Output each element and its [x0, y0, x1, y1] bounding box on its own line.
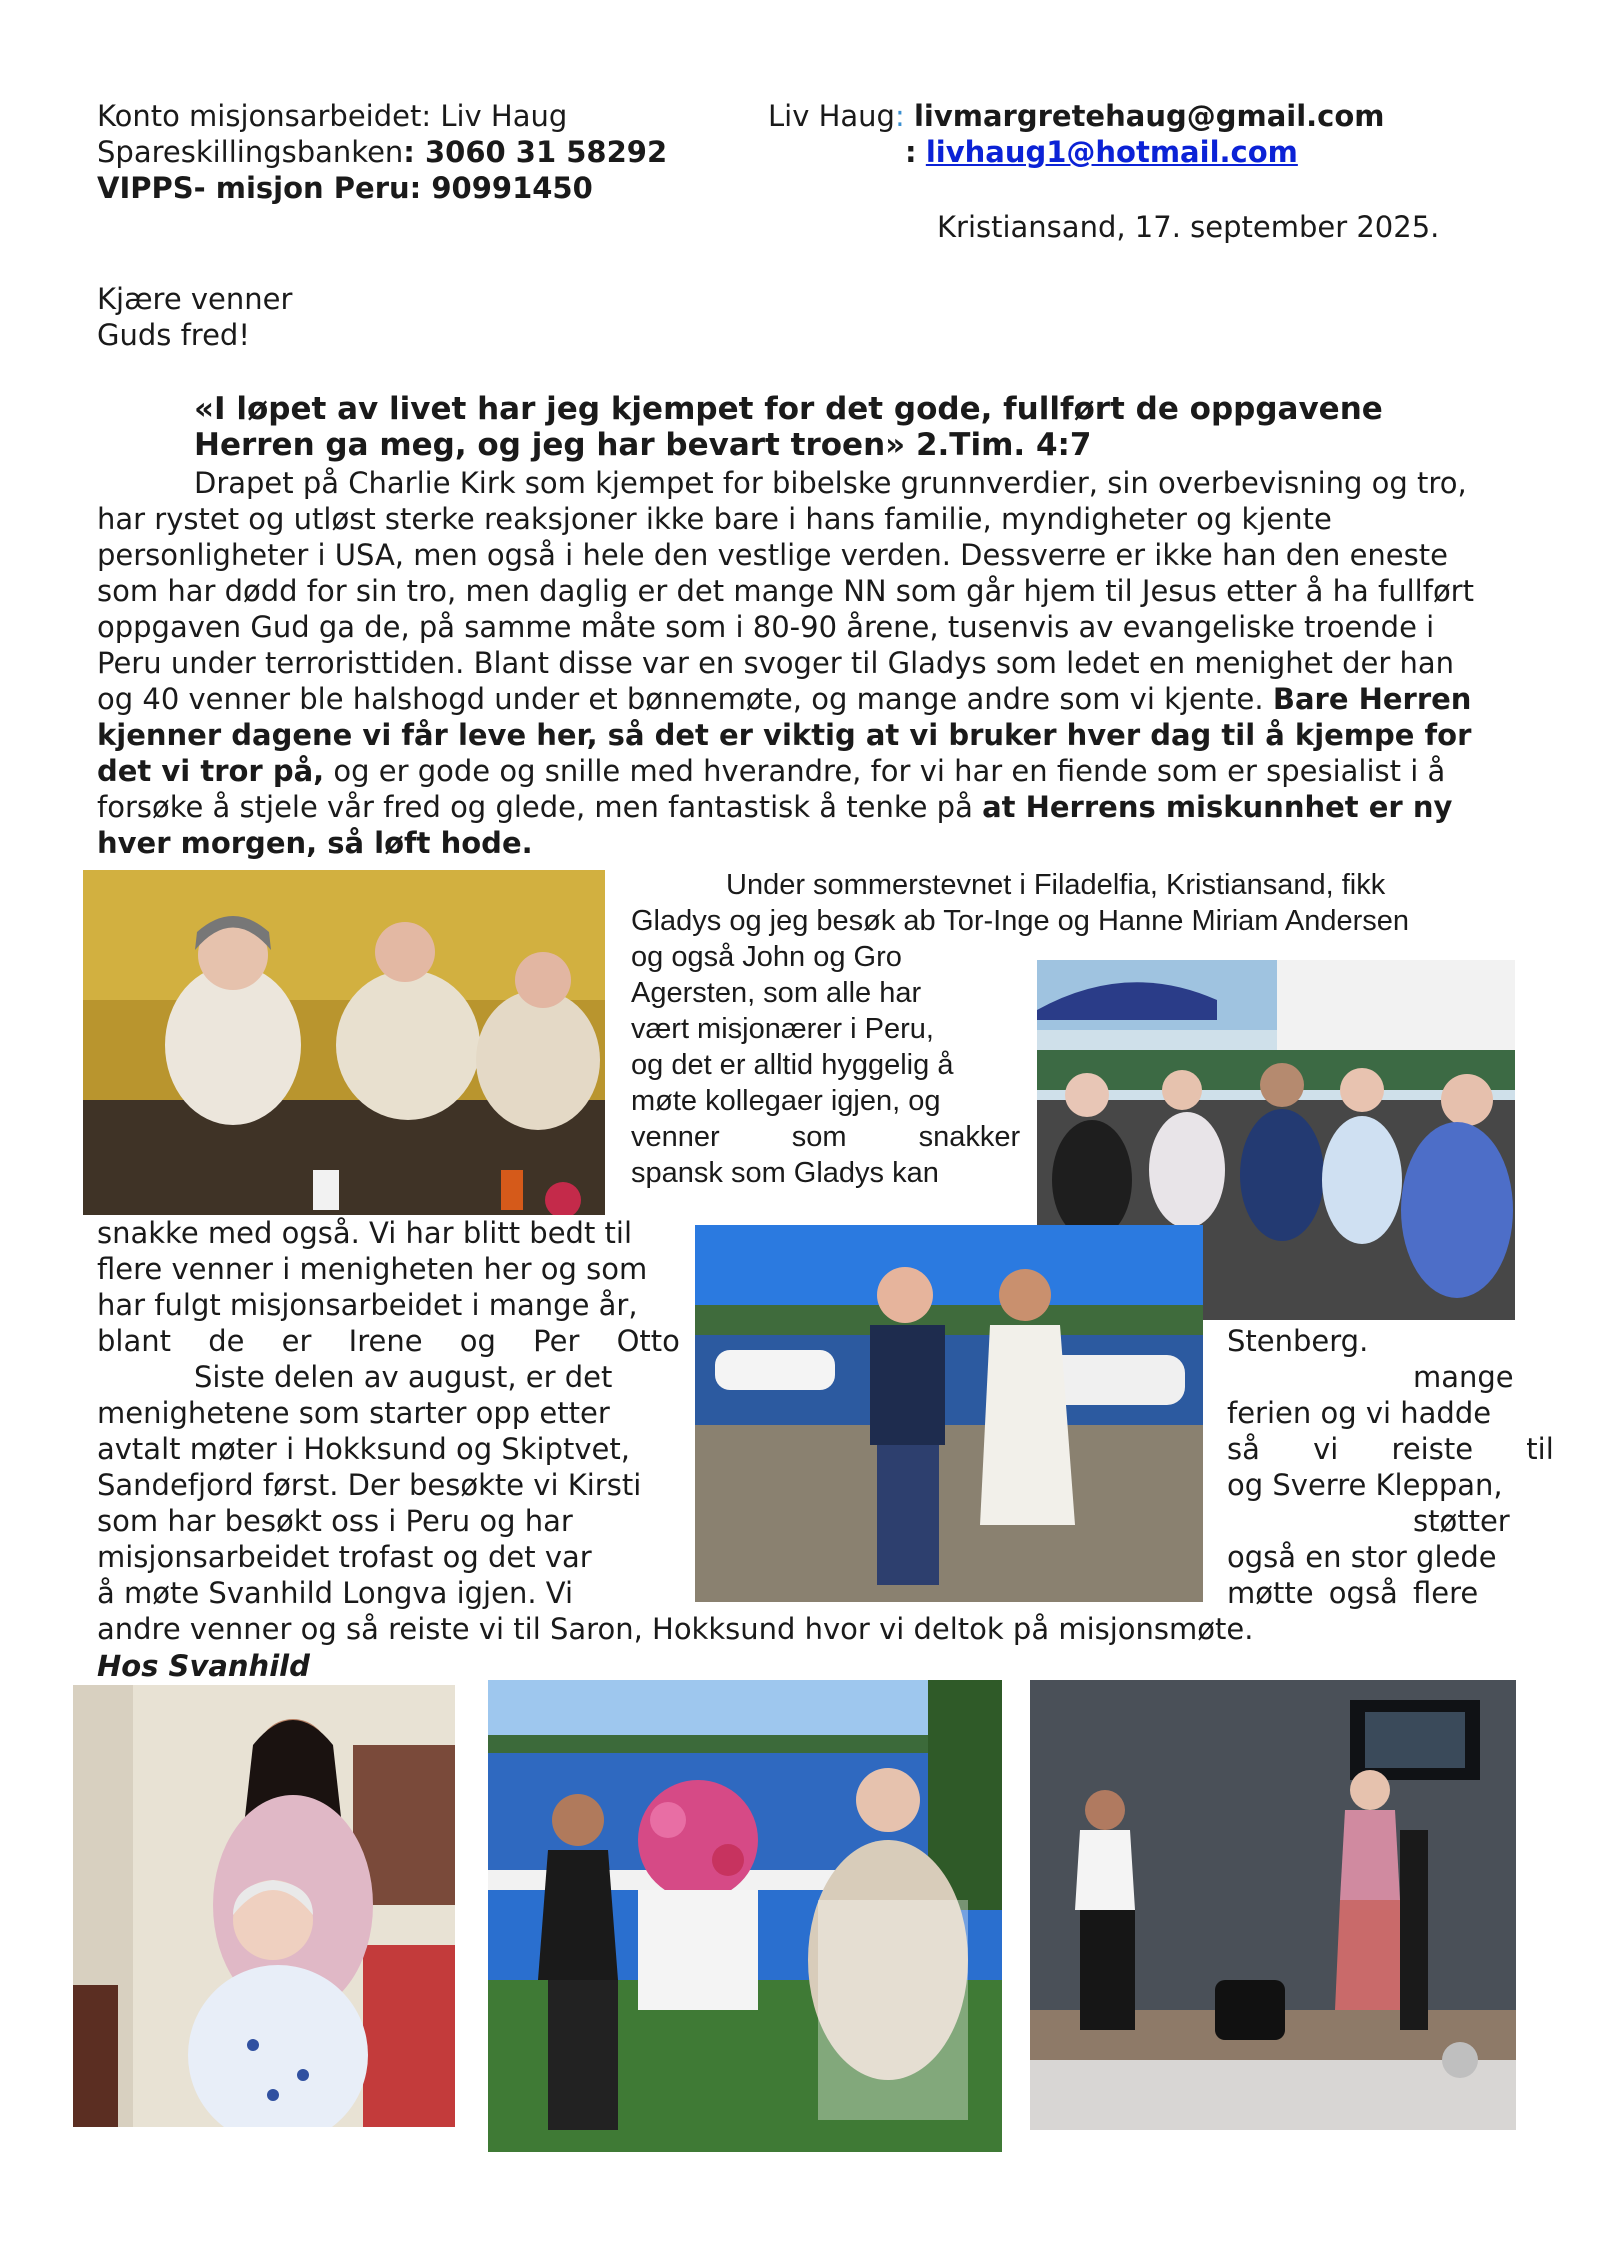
para3-right-9: støtter	[1413, 1504, 1510, 1538]
para1-line-10	[97, 789, 1452, 825]
para2-line-1: Under sommerstevnet i Filadelfia, Kristiansand, fikk	[726, 869, 1386, 901]
para2-line-8: venner som snakker	[631, 1121, 1021, 1153]
para1-line-1: Drapet på Charlie Kirk som kjempet for bibelske grunnverdier, sin overbevisning og tro,	[194, 466, 1467, 500]
photo-two-women-stage	[1030, 1680, 1516, 2130]
vipps-line: VIPPS- misjon Peru: 90991450	[97, 171, 593, 205]
bank-line	[97, 134, 667, 170]
para3-line-12: andre venner og så reiste vi til Saron, Hokksund hvor vi deltok på misjonsmøte.	[97, 1612, 1254, 1646]
account-label: Konto misjonsarbeidet: Liv Haug	[97, 99, 568, 133]
para3-line-7: avtalt møter i Hokksund og Skiptvet,	[97, 1432, 630, 1466]
para3-line-2: flere venner i menigheten her og som	[97, 1252, 648, 1286]
para3-right-8: og Sverre Kleppan,	[1227, 1468, 1503, 1502]
para3-line-10: misjonsarbeidet trofast og det var	[97, 1540, 592, 1574]
para3-text-4a: blant de er Irene og Per Otto	[97, 1324, 680, 1358]
place-date: Kristiansand, 17. september 2025.	[937, 210, 1440, 244]
para1-line-11: hver morgen, så løft hode.	[97, 826, 533, 860]
greeting-line-1: Kjære venner	[97, 282, 293, 316]
para1-line-8: kjenner dagene vi får leve her, så det er viktig at vi bruker hver dag til å kjempe for	[97, 718, 1472, 752]
para1-line-2: har rystet og utløst sterke reaksjoner ikke bare i hans familie, myndigheter og kjente	[97, 502, 1332, 536]
para1-line-10b: at Herrens miskunnhet er ny	[982, 790, 1453, 824]
para3-line-1: snakke med også. Vi har blitt bedt til	[97, 1216, 633, 1250]
photo-couple-marina	[695, 1225, 1203, 1602]
email2-line	[905, 134, 1298, 170]
para3-right-4: Stenberg.	[1227, 1324, 1369, 1358]
para3-right-7: så vi reiste til	[1227, 1432, 1554, 1466]
para1-line-10a: forsøke å stjele vår fred og glede, men fantastisk å tenke på	[97, 790, 973, 824]
para2-text-3: og også John og Gro	[631, 941, 902, 973]
contact-line	[768, 98, 1385, 134]
para3-line-6: menighetene som starter opp etter	[97, 1396, 610, 1430]
para2-line-7: møte kollegaer igjen, og	[631, 1085, 941, 1117]
para2-line-4: Agersten, som alle har	[631, 977, 922, 1009]
para3-line-3: har fulgt misjonsarbeidet i mange år,	[97, 1288, 638, 1322]
para1-line-5: oppgaven Gud ga de, på samme måte som i 80-90 årene, tusenvis av evangeliske troende i	[97, 610, 1435, 644]
email2-colon: :	[905, 135, 917, 169]
para1-line-7a: og 40 venner ble halshogd under et bønnemøte, og mange andre som vi kjente.	[97, 682, 1264, 716]
photo-two-women-flowers-balcony	[488, 1680, 1002, 2152]
para1-line-3: personligheter i USA, men også i hele den vestlige verden. Dessverre er ikke han den eneste	[97, 538, 1448, 572]
para3-line-11: å møte Svanhild Longva igjen. Vi	[97, 1576, 574, 1610]
para2-line-3	[631, 939, 1014, 975]
photo-two-women-living-room	[73, 1685, 455, 2127]
para1-line-9	[97, 753, 1445, 789]
photo-caption: Hos Svanhild	[97, 1649, 310, 1683]
para3-line-5: Siste delen av august, er det	[194, 1360, 613, 1394]
para3-right-5: mange	[1413, 1360, 1514, 1394]
para1-line-6: Peru under terroristtiden. Blant disse var en svoger til Gladys som ledet en menighet der han	[97, 646, 1454, 680]
quote-line-1	[194, 391, 1514, 427]
photo-three-seniors-cafe	[83, 870, 605, 1215]
para3-line-4	[97, 1323, 680, 1359]
para1-line-7	[97, 681, 1471, 717]
para2-line-2: Gladys og jeg besøk ab Tor-Inge og Hanne Miriam Andersen	[631, 905, 1410, 937]
quote-text-1: «I løpet av livet har jeg kjempet for det gode, fullført de oppgavene	[194, 391, 1383, 427]
contact-name: Liv Haug	[768, 99, 895, 133]
para1-line-9a: det vi tror på,	[97, 754, 325, 788]
para2-line-5: vært misjonærer i Peru,	[631, 1013, 934, 1045]
para3-right-11: møtte også flere	[1227, 1576, 1479, 1610]
para1-line-4: som har dødd for sin tro, men daglig er det mange NN som går hjem til Jesus etter å ha fullført	[97, 574, 1474, 608]
contact-colon: :	[894, 99, 905, 133]
email-secondary-link[interactable]: livhaug1@hotmail.com	[925, 135, 1298, 169]
para3-right-6: ferien og vi hadde	[1227, 1396, 1492, 1430]
para1-line-7b: Bare Herren	[1272, 682, 1472, 716]
para2-line-6: og det er alltid hyggelig å	[631, 1049, 954, 1081]
para3-line-8: Sandefjord først. Der besøkte vi Kirsti	[97, 1468, 642, 1502]
bank-number: : 3060 31 58292	[403, 135, 668, 169]
bank-label: Spareskillingsbanken	[97, 135, 404, 169]
quote-line-2: Herren ga meg, og jeg har bevart troen» 2.Tim. 4:7	[194, 427, 1092, 463]
para3-line-9: som har besøkt oss i Peru og har	[97, 1504, 573, 1538]
para1-line-9b: og er gode og snille med hverandre, for vi har en fiende som er spesialist i å	[333, 754, 1446, 788]
para2-line-9: spansk som Gladys kan	[631, 1157, 939, 1189]
para3-right-10: også en stor glede	[1227, 1540, 1497, 1574]
greeting-line-2: Guds fred!	[97, 318, 250, 352]
email-primary[interactable]: livmargretehaug@gmail.com	[913, 99, 1385, 133]
